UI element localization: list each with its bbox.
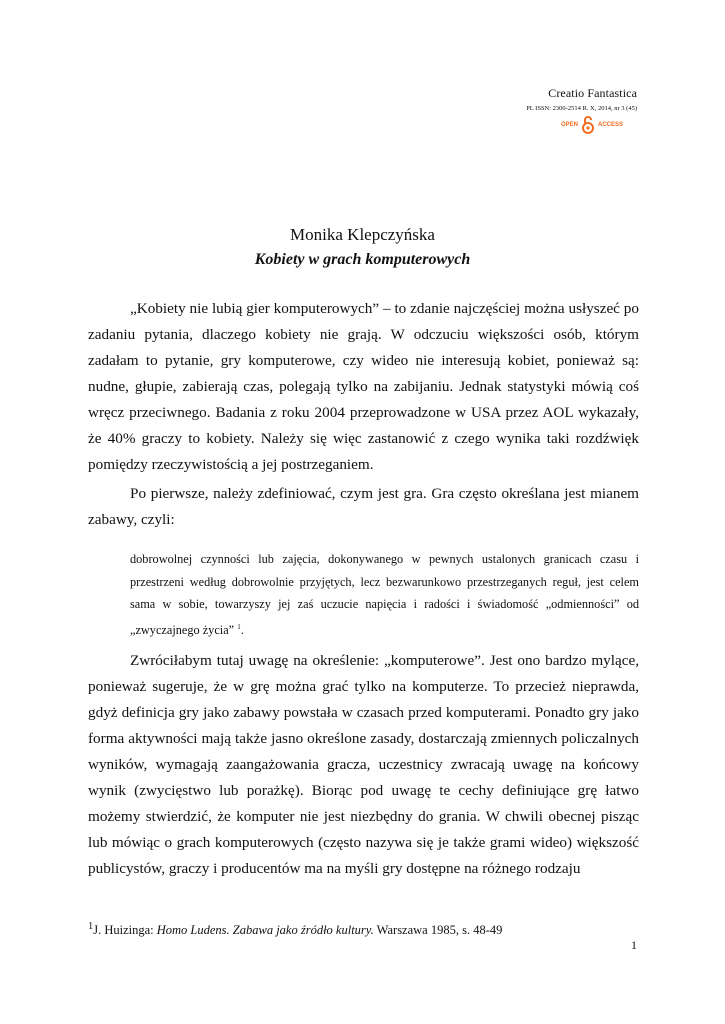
paragraph-1: „Kobiety nie lubią gier komputerowych” – to zdanie najczęściej można usłyszeć po zadaniu pytania, dlaczego kobiety nie grają. W odczuciu większości osób, którym zadałam to pytanie, gry komputerowe, czy wideo nie interesują kobiet, ponieważ są: nudne, głupie, zabierają czas, polegają tylko na zabijaniu. Jednak statystyki mówią coś wręcz przeciwnego. Badania z roku 2004 przeprowadzone w USA przez AOL wykazały, że 40% graczy to kobiety. Należy się więc zastanowić z czego wynika taki rozdźwięk pomiędzy rzeczywistością a jej postrzeganiem. — [88, 300, 639, 473]
paragraph-1-block — [88, 296, 639, 478]
footnote-number: 1 — [88, 921, 94, 932]
open-access-label-right: ACCESS — [597, 122, 623, 128]
article-title: Kobiety w grach komputerowych — [254, 251, 471, 268]
footnote — [88, 921, 502, 938]
paragraph-2: Po pierwsze, należy zdefiniować, czym jest gra. Gra często określana jest mianem zabawy, czyli: — [88, 485, 639, 528]
footnote-author: J. Huizinga: — [93, 923, 157, 938]
footnote-work: Homo Ludens. Zabawa jako źródło kultury. — [156, 923, 374, 938]
footnote-details: Warszawa 1985, s. 48-49 — [373, 923, 503, 938]
block-quote: dobrowolnej czynności lub zajęcia, dokonywanego w pewnych ustalonych granicach czasu i przestrzeni według dobrowolnie przyjętych, lecz bezwarunkowo przestrzeganych reguł, jest celem sama w sobie, towarzyszy jej zaś uczucie napięcia i radości i świadomość „odmienności” od „zwyczajnego życia” $^1$. — [130, 552, 639, 637]
page-number: 1 — [631, 938, 637, 952]
paragraph-3-block — [88, 648, 639, 882]
open-lock-icon — [582, 115, 594, 135]
article-author: Monika Klepczyńska — [290, 225, 435, 244]
quote-text: dobrowolnej czynności lub zajęcia, dokonywanego w pewnych ustalonych granicach czasu i przestrzeni według dobrowolnie przyjętych, lecz bezwarunkowo przestrzeganych reguł, jest celem sama w sobie, towarzyszy jej zaś uczucie napięcia i radości i świadomość „odmienności” od „zwyczajnego życia” — [130, 552, 639, 637]
paragraph-3: Zwróciłabym tutaj uwagę na określenie: „komputerowe”. Jest ono bardzo mylące, ponieważ sugeruje, że w grę można grać tylko na komputerze. To przecież nieprawda, gdyż definicja gry jako zabawy powstała w czasach przed komputerami. Ponadto gry jako forma aktywności mają także jasno określone zasady, dostarczają zmiennych policzalnych wyników, wymagają zaangażowania gracza, uczestnicy zwracają uwagę na końcowy wynik (zwycięstwo lub porażkę). Biorąc pod uwagę te cechy definiujące grę łatwo możemy stwierdzić, że komputer nie jest niezbędny do grania. W chwili obecnej pisząc lub mówiąc o grach komputerowych (często nazywa się je także grami wideo) większość publicystów, graczy i producentów ma na myśli gry dostępne na różnego rodzaju — [88, 652, 639, 877]
footnote-ref[interactable]: 1 — [237, 622, 241, 631]
journal-title: Creatio Fantastica — [548, 86, 637, 100]
open-access-label-left: OPEN — [560, 122, 578, 128]
open-access-logo — [561, 114, 623, 136]
journal-issn: PL ISSN: 2300-2514 R. X, 2014, nr 3 (45) — [526, 105, 637, 112]
paragraph-2-block — [88, 481, 639, 533]
journal-header — [526, 86, 637, 112]
